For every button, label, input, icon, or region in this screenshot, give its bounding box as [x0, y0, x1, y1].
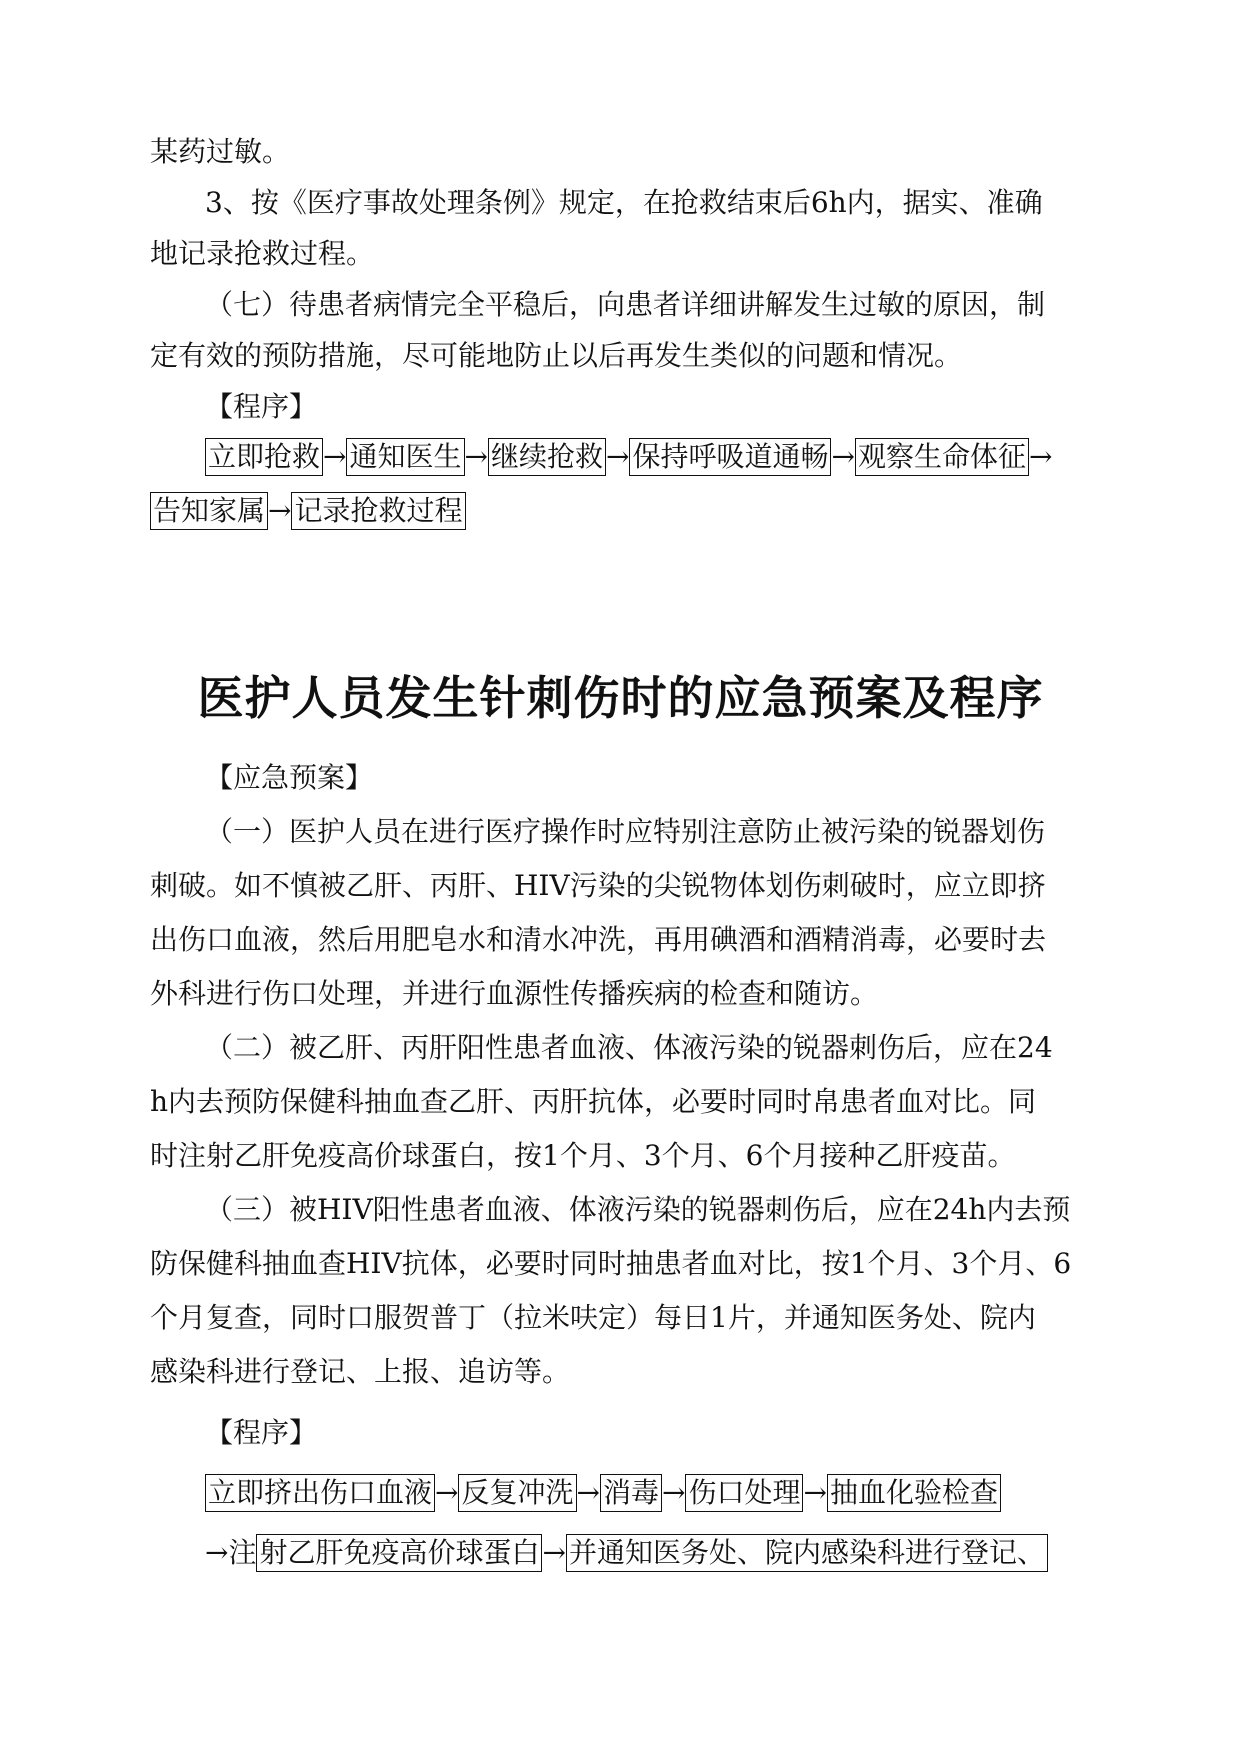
- paragraph-line: （七）待患者病情完全平稳后，向患者详细讲解发生过敏的原因，制: [205, 288, 1046, 321]
- paragraph-line: 某药过敏。: [150, 135, 291, 168]
- arrow-icon: →: [464, 440, 488, 473]
- section-title: 医护人员发生针刺伤时的应急预案及程序: [197, 671, 1044, 725]
- arrow-icon: →: [661, 1476, 686, 1509]
- paragraph-line: 3、按《医疗事故处理条例》规定，在抢救结束后6h内，据实、准确: [205, 186, 1043, 219]
- flow-step: 并通知医务处、院内感染科进行登记、: [566, 1534, 1048, 1572]
- flowchart-row: [0, 492, 1241, 530]
- arrow-icon: →: [268, 494, 292, 527]
- plan-label: 【应急预案】: [205, 761, 374, 794]
- arrow-icon: →: [323, 440, 347, 473]
- paragraph-line: 刺破。如不慎被乙肝、丙肝、HIV污染的尖锐物体划伤刺破时，应立即挤: [150, 869, 1046, 902]
- paragraph-line: 时注射乙肝免疫高价球蛋白，按1个月、3个月、6个月接种乙肝疫苗。: [150, 1139, 1016, 1172]
- flow-step: 记录抢救过程: [291, 492, 465, 530]
- flow-step: 伤口处理: [685, 1474, 803, 1512]
- paragraph-line: h内去预防保健科抽血查乙肝、丙肝抗体，必要时同时帛患者血对比。同: [150, 1085, 1037, 1118]
- flowchart-row: [0, 1474, 1241, 1512]
- arrow-icon: →: [831, 440, 855, 473]
- arrow-icon: →: [803, 1476, 827, 1509]
- flow-step: 反复冲洗: [458, 1474, 576, 1512]
- paragraph-line: 定有效的预防措施，尽可能地防止以后再发生类似的问题和情况。: [150, 339, 963, 372]
- paragraph-line: （三）被HIV阳性患者血液、体液污染的锐器刺伤后，应在24h内去预: [205, 1193, 1071, 1226]
- flow-step: 保持呼吸道通畅: [629, 438, 831, 476]
- paragraph-line: （一）医护人员在进行医疗操作时应特别注意防止被污染的锐器划伤: [205, 815, 1046, 848]
- flow-step: 射乙肝免疫高价球蛋白: [256, 1534, 542, 1572]
- flow-step: 告知家属: [150, 492, 268, 530]
- program-label: 【程序】: [205, 1416, 318, 1449]
- paragraph-line: 外科进行伤口处理，并进行血源性传播疾病的检查和随访。: [150, 977, 879, 1010]
- paragraph-line: 个月复查，同时口服贺普丁（拉米呋定）每日1片，并通知医务处、院内: [150, 1301, 1036, 1334]
- flow-step: 消毒: [600, 1474, 662, 1512]
- flow-step: 通知医生: [346, 438, 464, 476]
- flowchart-row: [0, 438, 1241, 476]
- flowchart-row: [0, 1534, 1241, 1572]
- arrow-icon: →: [542, 1536, 566, 1569]
- paragraph-line: 防保健科抽血查HIV抗体，必要时同时抽患者血对比，按1个月、3个月、6: [150, 1247, 1072, 1280]
- arrow-icon: →: [576, 1476, 600, 1509]
- flow-step: 继续抢救: [488, 438, 606, 476]
- flow-step: 抽血化验检查: [827, 1474, 1001, 1512]
- paragraph-line: 地记录抢救过程。: [150, 237, 375, 270]
- arrow-icon: →: [1028, 440, 1053, 473]
- paragraph-line: 感染科进行登记、上报、追访等。: [150, 1355, 571, 1388]
- flow-step: 立即挤出伤口血液: [205, 1474, 435, 1512]
- flow-prefix: →注: [205, 1536, 257, 1569]
- program-label: 【程序】: [205, 390, 318, 423]
- flow-step: 立即抢救: [205, 438, 323, 476]
- paragraph-line: 出伤口血液，然后用肥皂水和清水冲洗，再用碘酒和酒精消毒，必要时去: [150, 923, 1047, 956]
- flow-step: 观察生命体征: [855, 438, 1029, 476]
- paragraph-line: （二）被乙肝、丙肝阳性患者血液、体液污染的锐器刺伤后，应在24: [205, 1031, 1053, 1064]
- arrow-icon: →: [605, 440, 630, 473]
- arrow-icon: →: [435, 1476, 459, 1509]
